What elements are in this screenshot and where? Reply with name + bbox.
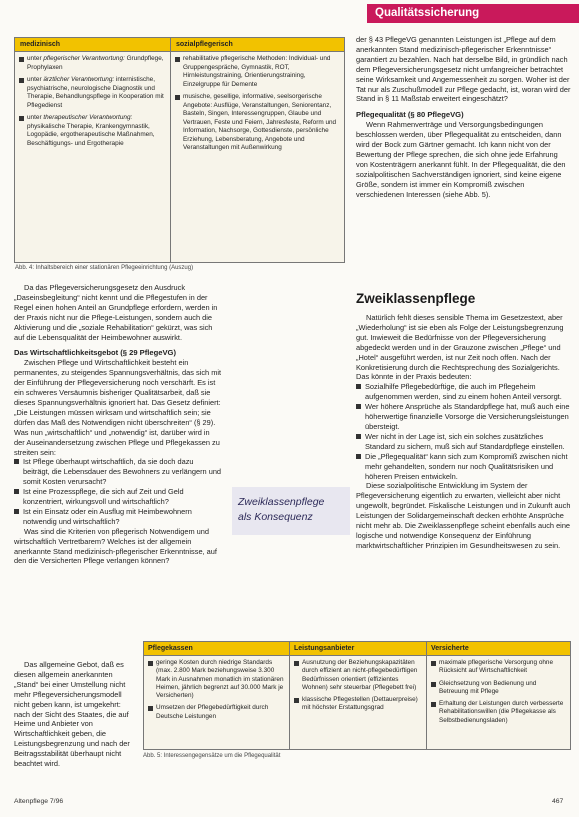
bullet-item: Ist Pflege überhaupt wirtschaftlich, da sie doch dazu beiträgt, die Lebensdauer des Bewohners zu verlängern und somit Kosten verursacht?	[14, 457, 222, 487]
list-item: rehabilitative pflegerische Methoden: Individual- und Gruppengespräche, Gymnastik, ROT, Hirnleistungstraining, Orientierungstraining, Einzelgruppe für Demente	[175, 55, 340, 89]
list-item: Erhaltung der Leistungen durch verbesserte Rehabilitationswillen (die Pflegekasse als Selbstbedienungsladen)	[431, 700, 566, 725]
subheading: Pflegequalität (§ 80 PflegeVG)	[356, 110, 464, 120]
paragraph: Das allgemeine Gebot, daß es diesen allgemein anerkannten „Stand“ bei einer Umstellung nicht mehr Pflegeversicherungsmodell nicht geben kann, ist umgekehrt: nach der Sicht des Staates, die auf Heime und Anbieter von Wirtschaftlichkeit geben, die Leistungsbegrenzung und nach der Beitragsstabilität überhaupt nicht beachtet wird.	[14, 660, 130, 769]
page-number: 467	[552, 798, 564, 805]
pull-quote-line: Zweiklassenpflege	[238, 496, 325, 508]
bullet-item: Die „Pflegequalität“ kann sich zum Kompromiß zwischen nicht mehr gehandelten, sondern nur noch Qualitätsrisiken und höheren Preisen entwickeln.	[356, 452, 571, 482]
figure-caption: Abb. 5: Interessengegensätze um die Pflegequalität	[143, 753, 281, 759]
table-care-areas	[14, 37, 345, 263]
section-heading: Zweiklassenpflege	[356, 291, 476, 306]
column-medical	[15, 52, 171, 263]
list-item: unter ärztlicher Verantwortung: internistische, psychiatrische, neurologische Diagnostik und Therapie, Behandlungspflege in Kooperation mit Pflegedienst	[19, 76, 166, 110]
list-item: Gleichsetzung von Bedienung und Betreuung mit Pflege	[431, 680, 566, 697]
bullet-item: Wer nicht in der Lage ist, sich ein solches zusätzliches Standard zu sichern, muß sich auf Standardpflege einstellen.	[356, 432, 571, 452]
paragraph: Zwischen Pflege und Wirtschaftlichkeit besteht ein permanentes, zu steigendes Spannungsverhältnis, das sich mit der Einführung der Pflegeversicherung noch verschärft. Es ist ein schweres Versäumnis bisheriger Qualitätsarbeit, daß sie dieses Spannungsverhältnis ignoriert hat. Das Gesetz definiert: „Die Leistungen müssen wirksam und wirtschaftlich sein; sie dürfen das Maß des Notwendigen nicht überschreiten“ (§ 29). Was nun „wirtschaftlich“ und „notwendig“ ist, darüber wird in der Auseinandersetzung zwischen Pflege und Pflegekassen zu streiten sein:	[14, 358, 222, 457]
column-header-providers: Leistungsanbieter	[290, 642, 427, 655]
column-header-social: sozialpflegerisch	[176, 41, 233, 48]
list-item: maximale pflegerische Versorgung ohne Rücksicht auf Wirtschaftlichkeit	[431, 659, 566, 676]
bullet-item: Wer höhere Ansprüche als Standardpflege hat, muß auch eine höherwertige finanzielle Vorsorge die Versicherungsleistungen übersteigt.	[356, 402, 571, 432]
table-header	[144, 642, 570, 656]
column-header-insured: Versicherte	[431, 645, 469, 652]
list-item: geringe Kosten durch niedrige Standards (max. 2.800 Mark beziehungsweise 3.300 Mark in Ausnahmen monatlich im stationären Heimen, jährlich begrenzt auf 30.000 Mark je Versicherten)	[148, 659, 285, 700]
list-item: unter therapeutischer Verantwortung: physikalische Therapie, Krankengymnastik, Logopädie, ergotherapeutische Maßnahmen, Beschäftigungs- und Ergotherapie	[19, 114, 166, 148]
column-social	[171, 52, 344, 263]
bullet-item: Ist eine Prozesspflege, die sich auf Zeit und Geld konzentriert, wirkungsvoll und wirtschaftlich?	[14, 487, 222, 507]
column-providers	[290, 656, 427, 750]
column-header-medical: medizinisch	[15, 38, 171, 51]
left-column	[14, 283, 222, 566]
left-column-bottom	[14, 660, 136, 769]
subheading: Das Wirtschaftlichkeitsgebot (§ 29 PflegeVG)	[14, 348, 176, 358]
section-title: Qualitätssicherung	[375, 7, 480, 19]
table-interests	[143, 641, 571, 750]
pull-quote-line: als Konsequenz	[238, 511, 313, 523]
section-banner	[367, 4, 579, 23]
paragraph: Natürlich fehlt dieses sensible Thema im Gesetzestext, aber „Wiederholung“ ist sie eben als Folge der Leistungsbegrenzung gut. Inwieweit die Bedürfnisse von der Pflegeversicherung abgedeckt werden und in der Grauzone zwischen „Pflege“ und „Hotel“ ausgeführt werden, ist nur Zeit noch offen. Nach der Konkretisierung durch die Rechtsprechung des Sozialgerichts. Das könnte in der Praxis bedeuten:	[356, 313, 564, 382]
list-item: Umsetzen der Pflegebedürftigkeit durch Deutsche Leistungen	[148, 704, 285, 721]
paragraph: Diese sozialpolitische Entwicklung im System der Pflegeversicherung eigentlich zu erwarten, vielleicht aber nicht ungewollt, begründet. Fiskalische Leistungen und in Zukunft auch Leistungen der Solidargemeinschaft decken erhöhte Ansprüche nicht mehr ab. Die Zweiklassenpflege scheint ebenfalls auch eine logische und notwendige Konsequenz der Einführung marktwirtschaftlicher Prinzipien im Gesundheitswesen zu sein.	[356, 481, 571, 550]
figure-caption: Abb. 4: Inhaltsbereich einer stationären Pflegeeinrichtung (Auszug)	[15, 265, 194, 271]
right-column-lower	[356, 313, 571, 551]
paragraph: Wenn Rahmenverträge und Versorgungsbedingungen beschlossen werden, über Pflegequalität zu entscheiden, dann wird der Bock zum Gärtner gemacht. Ich kann nicht von der Bewertung der Pflege sprechen, die sich ohne jede Erfahrung von Kostenträgern anerkannt fühlt. In der Pflegequalität, die den sozialpolitischen Sachverständigen ignoriert, sind keine eigene Größe, sondern ist immer ein Kompromiß zwischen verschiedenen Interessen (siehe Abb. 5).	[356, 120, 566, 199]
footer-publication: Altenpflege 7/96	[14, 798, 64, 805]
column-insured	[427, 656, 570, 750]
column-insurers	[144, 656, 290, 750]
paragraph: Was sind die Kriterien von pflegerisch Notwendigem und wirtschaftlich Vertretbarem? Welches ist der allgemein anerkannte Stand medizinisch-pflegerischer Erkenntnisse, auf den die Versicherten Pflege verlangen können?	[14, 526, 217, 566]
table-header	[15, 38, 344, 52]
list-item: unter pflegerischer Verantwortung: Grundpflege, Prophylaxen	[19, 55, 166, 72]
list-item: klassische Pflegestellen (Dettauerpreise) mit höchster Erstattungsgrad	[294, 696, 422, 713]
right-column	[356, 35, 571, 200]
list-item: musische, gesellige, informative, seelsorgerische Angebote: Ausflüge, Veranstaltungen, Seniorentanz, Basteln, Singen, Interessengruppen, Glaube und Vertrauen, Feste und Feiern, Jahresfeste, Reform und Information, Nachsorge, Gottesdienste, persönliche Erziehung, Lebensberatung, Angebote und Veranstaltungen mit Außenwirkung	[175, 93, 340, 153]
list-item: Ausnutzung der Beziehungskapazitäten durch effizient an nicht-pflegebedürftigen Bedürfnissen orientiert (effizientes Wohnen) sehr steuerbar (Pflegebett frei)	[294, 659, 422, 692]
paragraph: Da das Pflegeversicherungsgesetz den Ausdruck „Daseinsbegleitung“ nicht kennt und die Pflegestufen in der Regel einen hohen Anteil an Grundpflege erfordern, werden in der Praxis nicht nur die Pflege-Leistungen, sondern auch die Aktivierung und die „soziale Rehabilitation“ gekürzt, was sich auf die Lebensqualität der Heimbewohner auswirkt.	[14, 283, 218, 342]
paragraph: der § 43 PflegeVG genannten Leistungen ist „Pflege auf dem anerkannten Stand medizinisch-pflegerischer Erkenntnisse“ garantiert zu bezahlen. Nach hat derselbe Bild, in gründlich nach dem Pflegeversicherungsgesetz nicht umfangreicher betrachtet seine Wirksamkeit und Angemessenheit zu sorgen. Woher ist der Tat nur als Zuschußmodell zur Pflege gedacht, ist, woran wird der Stand in § 11 Maßstab erweitert eingeschätzt?	[356, 35, 571, 104]
bullet-item: Sozialhilfe Pflegebedürftige, die auch im Pflegeheim aufgenommen werden, sind zu einem hohen Anteil versorgt.	[356, 382, 571, 402]
bullet-item: Ist ein Einsatz oder ein Ausflug mit Heimbewohnern notwendig und wirtschaftlich?	[14, 507, 222, 527]
column-header-insurers: Pflegekassen	[144, 642, 290, 655]
pull-quote	[232, 487, 350, 535]
